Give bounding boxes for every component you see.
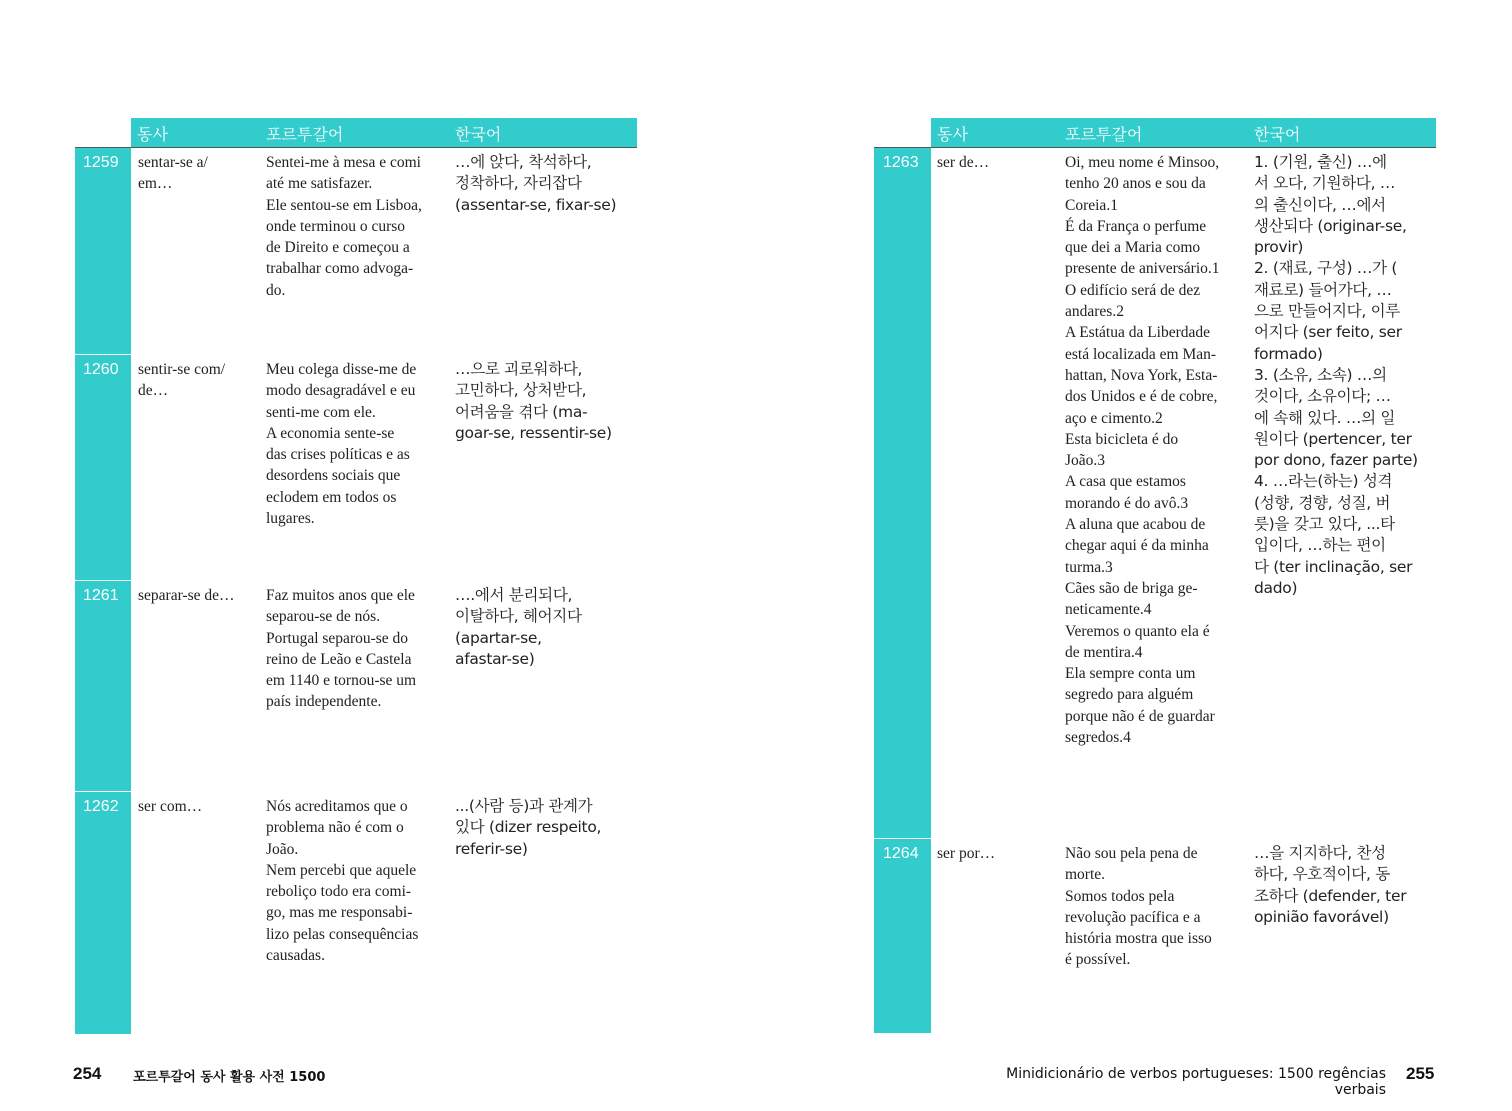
entry-portuguese: Sentei-me à mesa e comi até me satisfazer. Ele sentou-se em Lisboa, onde terminou o curso de Direito e começou a trabalhar como advoga- do. <box>266 154 422 299</box>
entry-korean: 1. (기원, 출신) …에 서 오다, 기원하다, … 의 출신이다, …에서 생산되다 (originar-se, provir) 2. (재료, 구성) …가 ( 재료로) 들어가다, … 으로 만들어지다, 이루 어지다 (ser feito, ser formado) 3. (소유, 소속) …의 것이다, 소유이다; … 에 속해 있다. …의 일 원이다 (pertencer, ter por dono, fazer parte) 4. …라는(하는) 성격 (성향, 경향, 성질, 버 릇)을 갖고 있다, ...타 입이다, …하는 편이 다 (ter inclinação, ser dado) <box>1254 153 1418 597</box>
entry-korean: ….에서 분리되다, 이탈하다, 헤어지다 (apartar-se, afastar-se) <box>455 586 582 668</box>
row-divider <box>874 838 931 839</box>
entry-portuguese: Faz muitos anos que ele separou-se de nós. Portugal separou-se do reino de Leão e Castela em 1140 e tornou-se um país independente. <box>266 587 417 711</box>
entry-korean: …으로 괴로워하다, 고민하다, 상처받다, 어려움을 겪다 (ma- goar-se, ressentir-se) <box>455 360 612 442</box>
row-divider <box>75 580 131 581</box>
entry-verb: sentar-se a/ em… <box>138 154 208 193</box>
entry-number: 1259 <box>83 154 119 171</box>
row-divider <box>75 791 131 792</box>
entry-portuguese: Meu colega disse-me de modo desagradável e eu senti-me com ele. A economia sente-se das crises políticas e as desordens sociais que eclodem em todos os lugares. <box>266 361 417 528</box>
right-page <box>756 0 1512 1111</box>
entry-verb: separar-se de… <box>138 587 235 604</box>
entry-number: 1260 <box>83 361 119 378</box>
header-korean: 한국어 <box>1254 125 1301 144</box>
entry-korean: …에 앉다, 착석하다, 정착하다, 자리잡다 (assentar-se, fixar-se) <box>455 153 617 214</box>
table-header <box>931 118 1436 147</box>
page-number: 254 <box>73 1064 102 1083</box>
table-header <box>131 118 637 147</box>
entry-number: 1264 <box>883 845 919 862</box>
header-korean: 한국어 <box>455 125 502 144</box>
entry-verb: sentir-se com/ de… <box>138 361 226 400</box>
entry-verb: ser de… <box>937 154 990 171</box>
header-verb: 동사 <box>137 125 168 144</box>
header-rule <box>75 147 637 148</box>
entry-number: 1262 <box>83 798 119 815</box>
header-rule <box>874 147 1436 148</box>
entry-portuguese: Não sou pela pena de morte. Somos todos pela revolução pacífica e a história mostra que isso é possível. <box>1065 845 1212 969</box>
row-divider <box>75 354 131 355</box>
entry-verb: ser com… <box>138 798 203 815</box>
entry-portuguese: Oi, meu nome é Minsoo, tenho 20 anos e sou da Coreia.1 É da França o perfume que dei a Maria como presente de aniversário.1 O edifício será de dez andares.2 A Estátua da Liberdade está localizada em Man- hattan, Nova York, Esta- dos Unidos e é de cobre, aço e cimento.2 Esta bicicleta é do João.3 A casa que estamos morando é do avô.3 A aluna que acabou de chegar aqui é da minha turma.3 Cães são de briga ge- neticamente.4 Veremos o quanto ela é de mentira.4 Ela sempre conta um segredo para alguém porque não é de guardar segredos.4 <box>1065 154 1220 747</box>
entry-verb: ser por… <box>937 845 996 862</box>
entry-portuguese: Nós acreditamos que o problema não é com o João. Nem percebi que aquele reboliço todo era comi- go, mas me responsabi- lizo pelas consequências causadas. <box>266 798 419 965</box>
entry-korean: ...(사람 등)과 관계가 있다 (dizer respeito, referir-se) <box>455 797 602 858</box>
entry-number: 1263 <box>883 154 919 171</box>
book-title: 포르투갈어 동사 활용 사전 1500 <box>133 1070 326 1085</box>
book-title: Minidicionário de verbos portugueses: 1500 regências verbais <box>1006 1066 1386 1098</box>
entry-korean: …을 지지하다, 찬성 하다, 우호적이다, 동 조하다 (defender, ter opinião favorável) <box>1254 844 1407 926</box>
header-verb: 동사 <box>937 125 968 144</box>
header-portuguese: 포르투갈어 <box>266 125 344 144</box>
page-number: 255 <box>1406 1064 1435 1083</box>
entry-number: 1261 <box>83 587 119 604</box>
header-portuguese: 포르투갈어 <box>1065 125 1143 144</box>
number-column <box>874 148 931 1033</box>
